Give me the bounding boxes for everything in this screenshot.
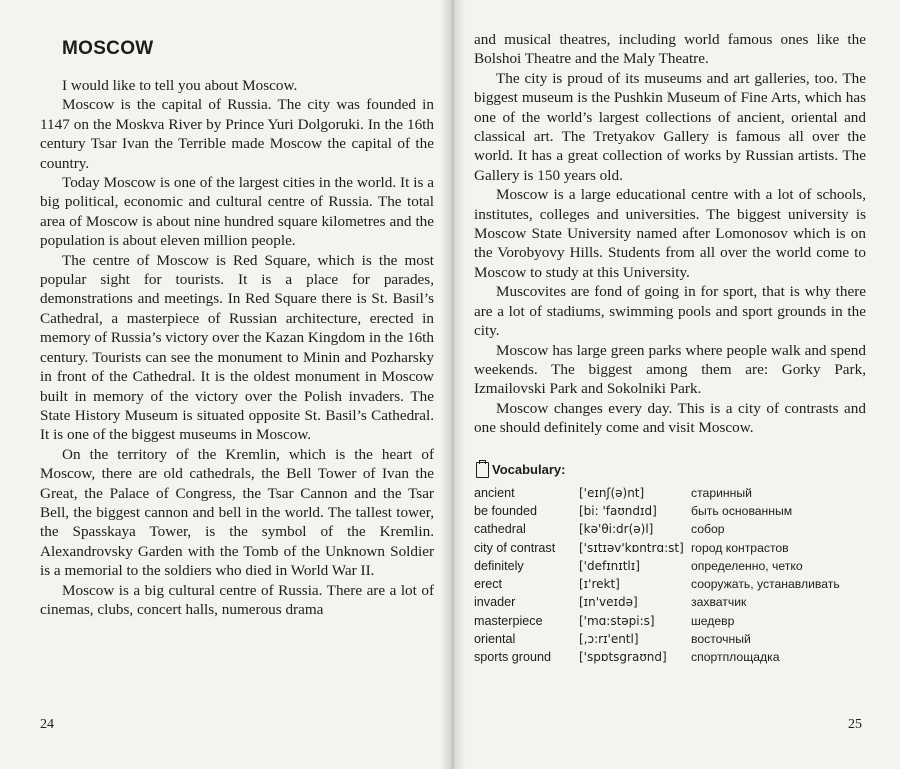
vocab-translation: старинный [691,485,752,500]
vocab-translation: сооружать, устанавливать [691,577,840,592]
page-number-left: 24 [40,717,54,732]
page-title: MOSCOW [62,38,154,59]
vocab-row [474,593,840,611]
vocab-translation: спортплощадка [691,650,780,665]
vocab-transcription: [,ɔ:rɪ'entl] [579,632,639,647]
vocab-row [474,648,840,666]
paragraph: The city is proud of its museums and art galleries, too. The biggest museum is the Pushkin Museum of Fine Arts, which has one of the world’s largest collections of ancient, oriental and classical art. The Tretyakov Gallery is famous all over the world. It has a great collection of works by Russian artists. The Gallery is 150 years old. [474,69,866,184]
vocab-translation: город контрастов [691,540,789,555]
vocab-word: masterpiece [474,613,543,628]
vocab-translation: быть основанным [691,503,793,518]
vocab-translation: шедевр [691,613,735,628]
book-icon [476,462,489,478]
vocab-row [474,502,840,520]
vocab-word: invader [474,595,516,610]
vocab-transcription: ['spɒtsgraʊnd] [579,650,667,665]
vocab-transcription: ['mɑ:stəpi:s] [579,613,655,628]
vocab-word: erect [474,577,502,592]
paragraph: On the territory of the Kremlin, which is the heart of Moscow, there are old cathedrals, the Bell Tower of Ivan the Great, the Palace of Congress, the Tsar Cannon and the Tsar Bell, the biggest cannon and bell in the world. The tallest tower, the Spasskaya Tower, is the symbol of the Kremlin. Alexandrovsky Garden with the Tomb of the Unknown Soldier is a memorial to the soldiers who died in World War II. [40,445,434,580]
vocab-row [474,538,840,556]
vocabulary-heading [476,462,866,478]
vocab-word: city of contrast [474,540,556,555]
vocab-transcription: [bi: 'faʊndɪd] [579,503,657,518]
paragraph: Today Moscow is one of the largest cities in the world. It is a big political, economic and cultural centre of Russia. The total area of Moscow is about nine hundred square kilometres and the population is about eleven million people. [40,174,434,250]
right-text [474,30,866,438]
vocab-word: definitely [474,558,524,573]
page-number-right: 25 [848,717,862,732]
vocab-row [474,557,840,575]
vocab-word: oriental [474,632,516,647]
left-text [40,76,434,619]
vocab-translation: определенно, четко [691,558,803,573]
vocab-translation: восточный [691,632,751,647]
vocab-transcription: ['defɪnɪtlɪ] [579,558,640,573]
vocab-transcription: [ɪ'rekt] [579,577,620,592]
right-page [452,0,900,769]
paragraph: Moscow is the capital of Russia. The city was founded in 1147 on the Moskva River by Prince Yuri Dolgoruki. In the 16th century Tsar Ivan the Terrible made Moscow the capital of the country. [40,96,434,172]
vocab-word: ancient [474,485,515,500]
vocab-transcription: [kə'θi:dr(ə)l] [579,522,654,537]
vocab-row [474,575,840,593]
vocab-word: sports ground [474,650,552,665]
vocab-word: cathedral [474,522,526,537]
vocabulary-title: Vocabulary: [492,462,566,478]
vocab-row [474,484,840,502]
paragraph: Moscow is a large educational centre with a lot of schools, institutes, colleges and universities. The biggest university is Moscow State University named after Lomonosov which is on the Vorobyovy Hills. Students from all over the world come to Moscow to study at this University. [474,186,866,281]
vocab-translation: захватчик [691,595,747,610]
vocab-transcription: ['sɪtɪəv'kɒntrɑ:st] [579,540,684,555]
paragraph: Muscovites are fond of going in for sport, that is why there are a lot of stadiums, swimming pools and sport grounds in the city. [474,283,866,340]
vocab-row [474,520,840,538]
vocab-transcription: ['eɪnʃ(ə)nt] [579,485,645,500]
paragraph: and musical theatres, including world famous ones like the Bolshoi Theatre and the Maly Theatre. [474,31,866,68]
vocabulary-table [474,484,840,667]
paragraph: Moscow is a big cultural centre of Russia. There are a lot of cinemas, clubs, concert halls, numerous drama [40,581,434,618]
paragraph: Moscow has large green parks where people walk and spend weekends. The biggest among them are: Gorky Park, Izmailovski Park and Sokolniki Park. [474,341,866,398]
vocab-transcription: [ɪn'veɪdə] [579,595,638,610]
paragraph: I would like to tell you about Moscow. [62,77,298,94]
vocab-row [474,630,840,648]
vocab-word: be founded [474,503,538,518]
vocab-row [474,612,840,630]
paragraph: The centre of Moscow is Red Square, which is the most popular sight for tourists. It is a place for parades, demonstrations and meetings. In Red Square there is St. Basil’s Cathedral, a masterpiece of Russian architecture, erected in memory of Russia’s victory over the Kazan Kingdom in the 16th century. Tourists can see the monument to Minin and Pozharsky in front of the Cathedral. It is the oldest monument in Moscow built in memory of the victory over the Polish invaders. The State History Museum is situated opposite St. Basil’s Cathedral. It is one of the biggest museums in Moscow. [40,251,434,444]
paragraph: Moscow changes every day. This is a city of contrasts and one should definitely come and visit Moscow. [474,399,866,437]
book-gutter [440,0,466,769]
vocab-translation: собор [691,522,725,537]
